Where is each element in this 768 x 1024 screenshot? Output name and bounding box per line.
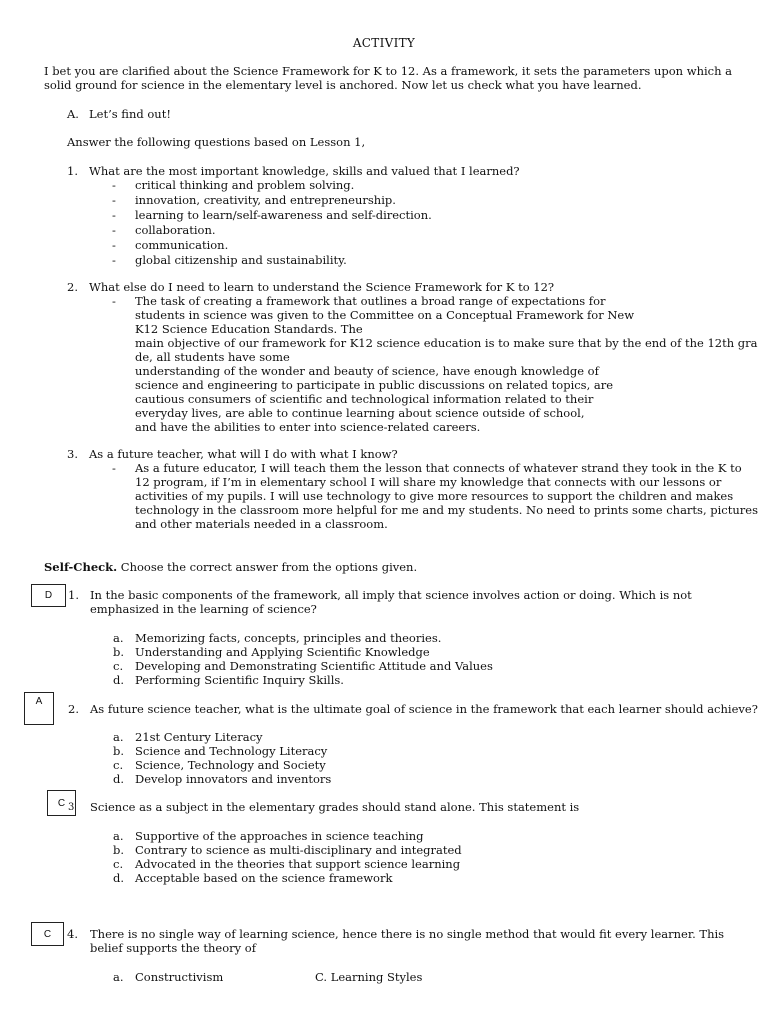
answer-box[interactable]: C	[31, 922, 64, 946]
list-item: collaboration.	[135, 223, 216, 237]
answer-line: K12 Science Education Standards. The	[135, 322, 363, 336]
option-text: Understanding and Applying Scientific Knowledge	[135, 645, 430, 659]
option-letter: a.	[113, 970, 124, 984]
section-a-marker: A.	[67, 107, 79, 121]
list-dash: -	[112, 238, 116, 252]
section-a-instruction: Answer the following questions based on Lesson 1,	[67, 135, 366, 149]
option-text: Science and Technology Literacy	[135, 744, 328, 758]
list-dash: -	[112, 253, 116, 267]
option-letter: c.	[113, 857, 124, 871]
answer-box[interactable]: A	[24, 692, 54, 725]
answer-line: As a future educator, I will teach them the lesson that connects of whatever strand they took in the K to	[135, 461, 742, 475]
option-letter: d.	[113, 871, 125, 885]
answer-line: and other materials needed in a classroom.	[135, 517, 388, 531]
option-letter: c.	[113, 659, 124, 673]
option-text: Developing and Demonstrating Scientific Attitude and Values	[135, 659, 493, 673]
list-dash: -	[112, 461, 116, 475]
list-dash: -	[112, 208, 116, 222]
list-dash: -	[112, 193, 116, 207]
answer-line: main objective of our framework for K12 science education is to make sure that by the end of the 12th gra	[135, 336, 758, 350]
answer-line: technology in the classroom more helpful for me and my students. No need to prints some charts, pictures	[135, 503, 758, 517]
answer-line: science and engineering to participate in public discussions on related topics, are	[135, 378, 614, 392]
mc-number: 4.	[67, 927, 78, 941]
mc-number: 3	[68, 802, 75, 813]
list-dash: -	[112, 294, 116, 308]
option-letter: b.	[113, 645, 125, 659]
option-text: Contrary to science as multi-disciplinary and integrated	[135, 843, 462, 857]
option-letter: d.	[113, 673, 125, 687]
list-item: learning to learn/self-awareness and self-direction.	[135, 208, 432, 222]
self-check-instruction: Choose the correct answer from the options given.	[117, 560, 418, 574]
option-letter: b.	[113, 744, 125, 758]
list-dash: -	[112, 223, 116, 237]
list-item: global citizenship and sustainability.	[135, 253, 347, 267]
q2-number: 2.	[67, 280, 78, 294]
option-text: Supportive of the approaches in science teaching	[135, 829, 424, 843]
option-text: Memorizing facts, concepts, principles and theories.	[135, 631, 442, 645]
answer-line: 12 program, if I’m in elementary school I will share my knowledge that connects with our lessons or	[135, 475, 722, 489]
mc-question-line: belief supports the theory of	[90, 941, 256, 955]
answer-line: de, all students have some	[135, 350, 290, 364]
answer-line: and have the abilities to enter into science-related careers.	[135, 420, 481, 434]
answer-box[interactable]: C	[47, 790, 76, 816]
option-letter: a.	[113, 829, 124, 843]
option-text: Advocated in the theories that support science learning	[135, 857, 461, 871]
page-title: ACTIVITY	[352, 36, 416, 50]
option-text: Acceptable based on the science framework	[135, 871, 393, 885]
mc-number: 2.	[68, 702, 79, 716]
list-dash: -	[112, 178, 116, 192]
answer-line: The task of creating a framework that outlines a broad range of expectations for	[135, 294, 606, 308]
option-text: Develop innovators and inventors	[135, 772, 332, 786]
mc-number: 1.	[68, 588, 79, 602]
answer-box[interactable]: D	[31, 584, 66, 607]
answer-line: everyday lives, are able to continue learning about science outside of school,	[135, 406, 585, 420]
option-text: Constructivism	[135, 970, 224, 984]
q3-text: As a future teacher, what will I do with what I know?	[89, 447, 398, 461]
answer-line: understanding of the wonder and beauty of science, have enough knowledge of	[135, 364, 599, 378]
option-letter: a.	[113, 631, 124, 645]
list-item: critical thinking and problem solving.	[135, 178, 355, 192]
option-text: Performing Scientific Inquiry Skills.	[135, 673, 344, 687]
mc-question-line: In the basic components of the framework, all imply that science involves action or doing. Which is not	[90, 588, 692, 602]
list-item: innovation, creativity, and entrepreneurship.	[135, 193, 396, 207]
option-letter: b.	[113, 843, 125, 857]
option-letter: d.	[113, 772, 125, 786]
answer-line: activities of my pupils. I will use technology to give more resources to support the children and makes	[135, 489, 734, 503]
self-check-label: Self-Check.	[44, 560, 118, 574]
self-check-heading	[44, 560, 417, 574]
mc-question-line: As future science teacher, what is the ultimate goal of science in the framework that each learner should achieve?	[90, 702, 758, 716]
q3-number: 3.	[67, 447, 78, 461]
option-text: C. Learning Styles	[315, 970, 423, 984]
answer-line: students in science was given to the Committee on a Conceptual Framework for New	[135, 308, 635, 322]
q2-text: What else do I need to learn to understand the Science Framework for K to 12?	[89, 280, 555, 294]
list-item: communication.	[135, 238, 229, 252]
q1-text: What are the most important knowledge, skills and valued that I learned?	[89, 164, 520, 178]
q1-number: 1.	[67, 164, 78, 178]
option-text: 21st Century Literacy	[135, 730, 263, 744]
option-letter: a.	[113, 730, 124, 744]
intro-paragraph: I bet you are clarified about the Science Framework for K to 12. As a framework, it sets the parameters upon which a solid ground for science in the elementary level is anchored. Now let us check what you have learned.	[44, 64, 733, 92]
option-text: Science, Technology and Society	[135, 758, 326, 772]
answer-line: cautious consumers of scientific and technological information related to their	[135, 392, 594, 406]
section-a-heading: Let’s find out!	[89, 107, 171, 121]
mc-question-line: There is no single way of learning science, hence there is no single method that would fit every learner. This	[90, 927, 725, 941]
mc-question-line: emphasized in the learning of science?	[90, 602, 317, 616]
mc-question-line: Science as a subject in the elementary grades should stand alone. This statement is	[90, 800, 580, 814]
option-letter: c.	[113, 758, 124, 772]
